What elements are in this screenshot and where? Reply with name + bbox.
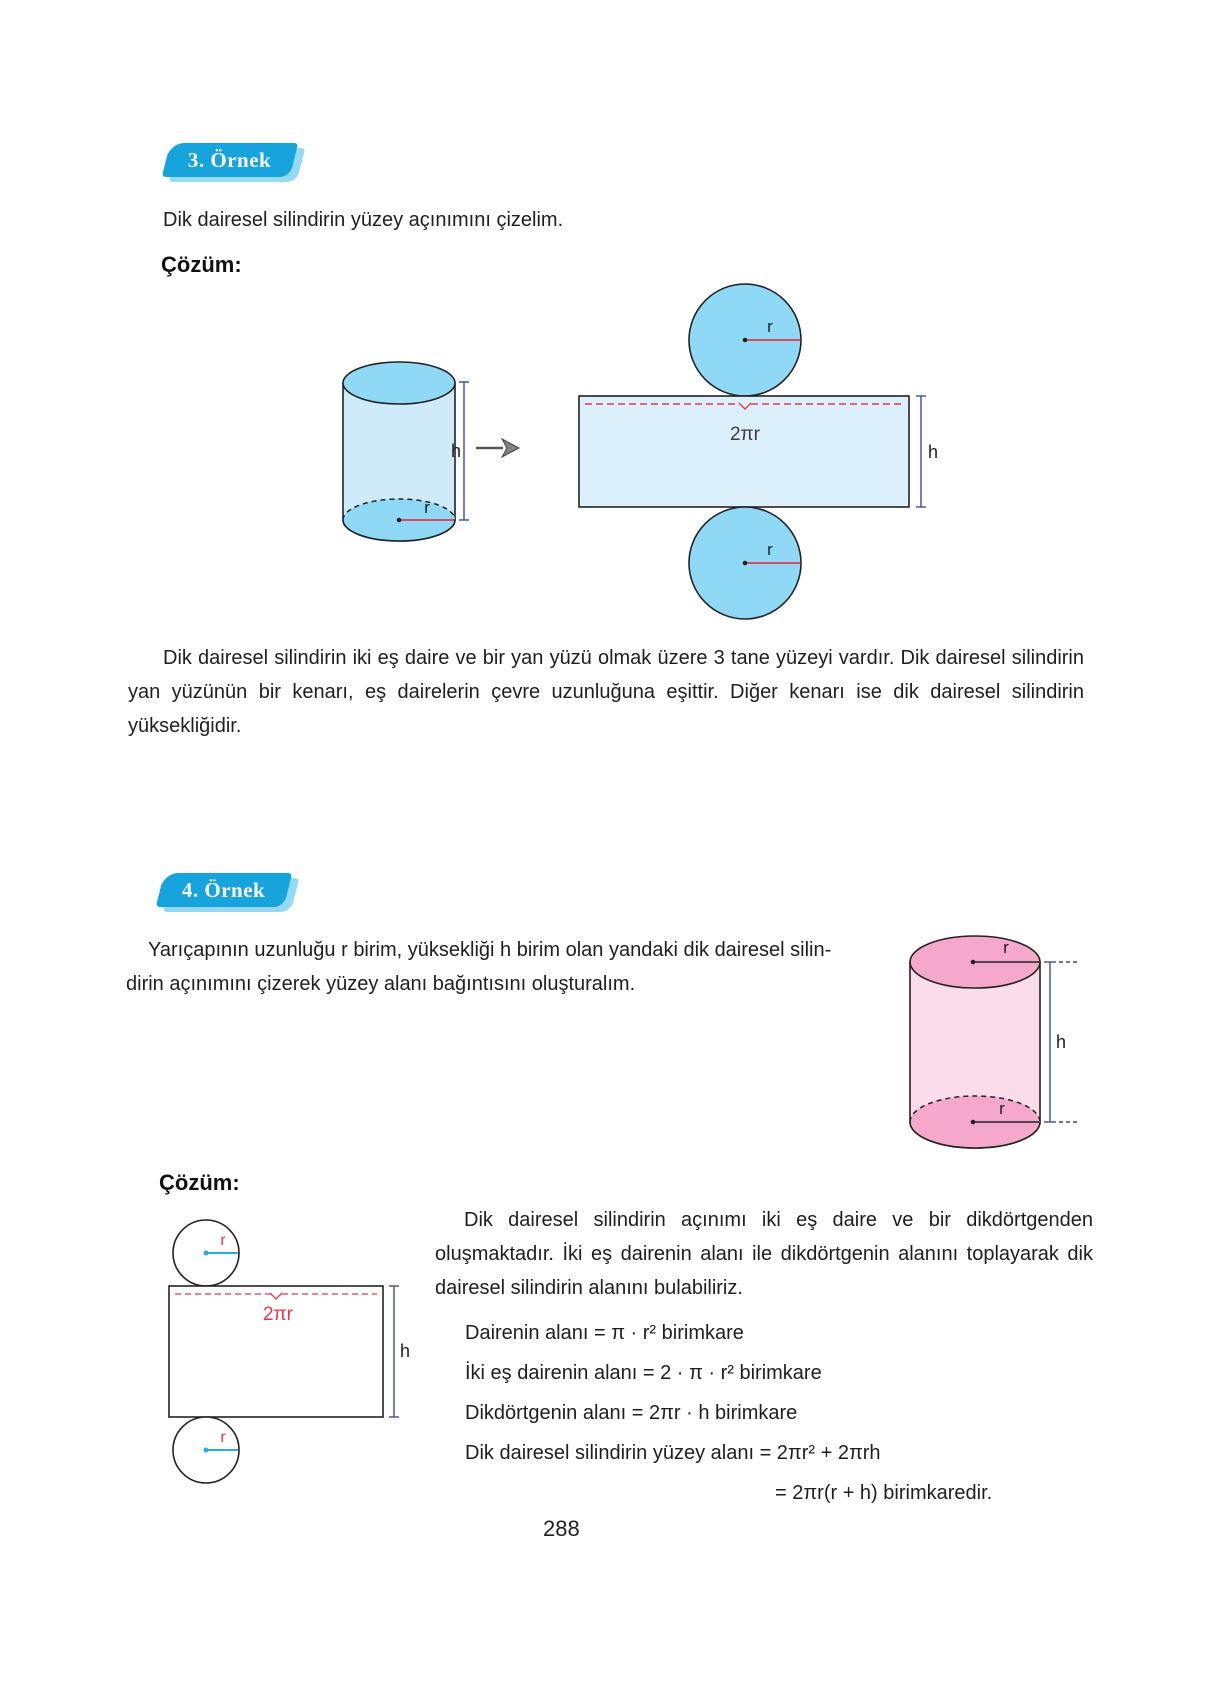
net-bottom-circle-dot	[743, 561, 748, 566]
pink-cylinder-height-label: h	[1056, 1032, 1067, 1052]
example4-solution-paragraph: Dik dairesel silindirin açınımı iki eş daire ve bir dikdörtgenden oluşmaktadır. İki eş dairenin alanı ile dikdörtgenin alanını toplayarak dik dairesel silindirin alanını bulabiliriz.	[435, 1209, 1093, 1299]
net-height-label: h	[928, 442, 939, 462]
net-top-radius-label: r	[767, 317, 773, 336]
example3-badge-label: 3. Örnek	[188, 147, 272, 172]
net2-height-label: h	[400, 1341, 411, 1361]
page-number: 288	[543, 1516, 580, 1541]
example4-cylinder-diagram	[880, 920, 1095, 1165]
formula-surface-area-factored: = 2πr(r + h) birimkaredir.	[775, 1482, 993, 1504]
net2-height-dim	[389, 1286, 399, 1417]
example4-badge-face	[156, 873, 292, 907]
arrow-icon	[476, 439, 519, 457]
formula-surface-area: Dik dairesel silindirin yüzey alanı = 2πr² + 2πrh	[465, 1442, 881, 1464]
example3-badge-face	[162, 143, 298, 177]
pink-cylinder-top-dot	[971, 960, 976, 965]
example3-diagram	[300, 270, 960, 635]
formula-rectangle-area: Dikdörtgenin alanı = 2πr · h birimkare	[465, 1402, 798, 1424]
formula-circle-area: Dairenin alanı = π · r² birimkare	[465, 1322, 744, 1344]
example4-solution-label: Çözüm:	[159, 1170, 240, 1195]
net2-top-circle-dot	[204, 1251, 209, 1256]
net2-bottom-radius-label: r	[220, 1429, 226, 1446]
example4-prompt	[126, 933, 896, 1001]
pink-cylinder-bottom-dot	[971, 1120, 976, 1125]
net-bottom-radius-label: r	[767, 540, 773, 559]
net2-circumference-label: 2πr	[262, 1304, 294, 1325]
net-circumference-label: 2πr	[729, 424, 761, 445]
pink-cylinder-bottom-radius-label: r	[999, 1099, 1005, 1118]
net-rectangle	[579, 396, 909, 507]
example4-prompt-line1: Yarıçapının uzunluğu r birim, yüksekliği h birim olan yandaki dik dairesel silin-	[148, 939, 832, 961]
cylinder-top-cap	[343, 362, 455, 404]
cylinder-radius-label: r	[424, 498, 430, 517]
example3-prompt: Dik dairesel silindirin yüzey açınımını çizelim.	[163, 209, 564, 231]
pink-cylinder-top-radius-label: r	[1003, 938, 1009, 957]
net-height-dim	[916, 396, 926, 507]
example4-solution-column	[435, 1203, 1093, 1513]
example4-prompt-line2: dirin açınımını çizerek yüzey alanı bağıntısını oluşturalım.	[126, 973, 636, 995]
example3-badge	[166, 143, 294, 177]
example4-badge-label: 4. Örnek	[182, 877, 266, 902]
pink-cylinder-height-dim	[1044, 962, 1056, 1122]
example4-badge	[160, 873, 288, 907]
formula-two-circles-area: İki eş dairenin alanı = 2 · π · r² birimkare	[465, 1362, 822, 1384]
net2-top-radius-label: r	[220, 1232, 226, 1249]
net2-bottom-circle-dot	[204, 1448, 209, 1453]
example4-formula-list	[465, 1313, 1093, 1513]
example3-explanation: Dik dairesel silindirin iki eş daire ve bir yan yüzü olmak üzere 3 tane yüzeyi vardır. Dik dairesel silindirin yan yüzünün bir kenarı, eş dairelerin çevre uzunluğuna eşittir. Diğer kenarı ise dik dairesel silindirin yüksekliğidir.	[128, 647, 1084, 737]
cylinder-center-dot	[397, 518, 402, 523]
net-top-circle-dot	[743, 338, 748, 343]
example4-net-diagram	[155, 1205, 425, 1495]
cylinder-height-label: h	[450, 441, 461, 461]
example3-solution-label: Çözüm:	[161, 252, 242, 277]
